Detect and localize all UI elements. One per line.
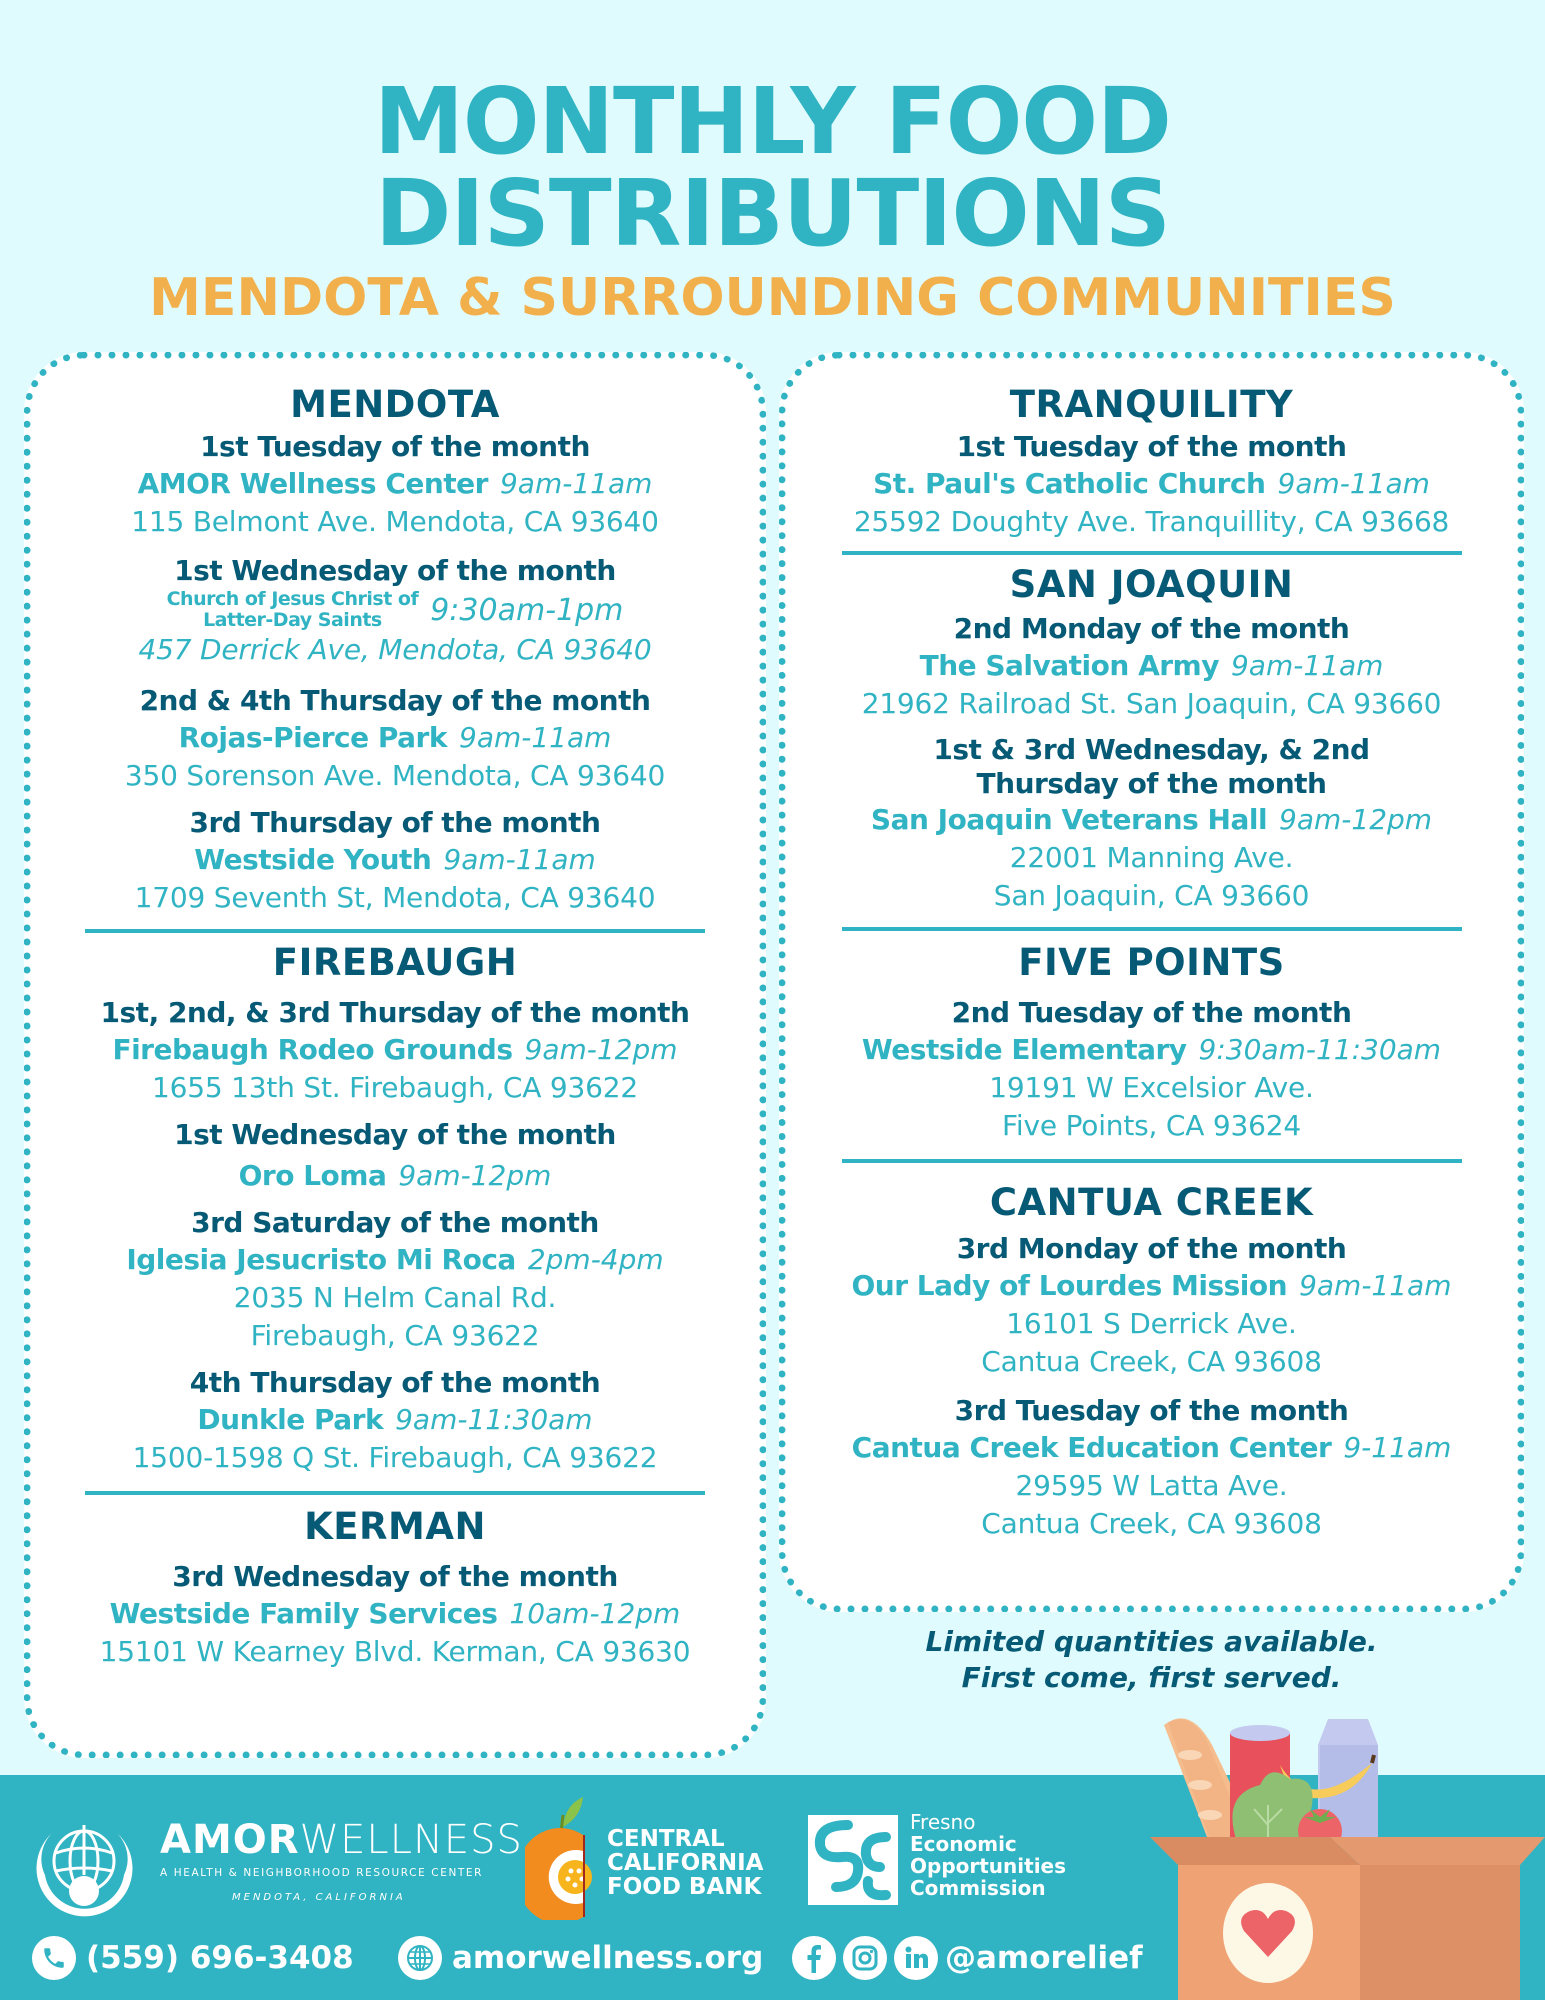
- right-schedule-card: [779, 352, 1524, 1612]
- schedule-when: 2nd Monday of the month: [953, 612, 1350, 645]
- schedule-entry: [31, 1559, 759, 1671]
- food-bank-line: CALIFORNIA: [607, 1850, 764, 1876]
- schedule-address: 457 Derrick Ave, Mendota, CA 93640: [138, 633, 652, 666]
- schedule-time: 9am-11am: [499, 467, 653, 500]
- schedule-when: 2nd Tuesday of the month: [951, 996, 1352, 1029]
- schedule-when: 3rd Thursday of the month: [189, 806, 601, 839]
- schedule-address: 21962 Railroad St. San Joaquin, CA 93660: [861, 687, 1442, 720]
- schedule-address: 1500-1598 Q St. Firebaugh, CA 93622: [132, 1441, 658, 1474]
- schedule-address: 22001 Manning Ave.: [1009, 841, 1294, 874]
- schedule-address: 2035 N Helm Canal Rd.: [233, 1281, 557, 1314]
- schedule-address: Cantua Creek, CA 93608: [981, 1507, 1322, 1540]
- schedule-time: 9am-11am: [1277, 467, 1430, 500]
- schedule-time: 9am-11:30am: [395, 1403, 593, 1436]
- schedule-when: 3rd Monday of the month: [956, 1232, 1347, 1265]
- linkedin-icon[interactable]: [894, 1936, 938, 1980]
- city-heading-cantua-creek: CANTUA CREEK: [989, 1181, 1314, 1224]
- schedule-place: Westside Youth: [194, 843, 432, 876]
- schedule-when: Thursday of the month: [976, 767, 1327, 800]
- schedule-place: Oro Loma: [238, 1159, 387, 1192]
- schedule-place: San Joaquin Veterans Hall: [870, 803, 1268, 836]
- phone-icon: [32, 1936, 76, 1980]
- schedule-address: 115 Belmont Ave. Mendota, CA 93640: [131, 505, 659, 538]
- schedule-place: The Salvation Army: [919, 649, 1219, 682]
- note-line: Limited quantities available.: [925, 1625, 1378, 1658]
- schedule-time: 9am-11am: [459, 721, 612, 754]
- schedule-address: Cantua Creek, CA 93608: [981, 1345, 1322, 1378]
- schedule-entry: [31, 683, 759, 795]
- schedule-when: 1st Tuesday of the month: [200, 430, 590, 463]
- food-bank-line: CENTRAL: [607, 1826, 725, 1852]
- schedule-entry: [31, 1205, 759, 1355]
- page-title-line1: MONTHLY FOOD: [374, 68, 1171, 175]
- schedule-place: Our Lady of Lourdes Mission: [851, 1269, 1288, 1302]
- page-title-line2: DISTRIBUTIONS: [375, 160, 1170, 267]
- eoc-line: Fresno: [910, 1810, 976, 1834]
- city-heading-firebaugh: FIREBAUGH: [272, 941, 518, 984]
- schedule-address: 25592 Doughty Ave. Tranquillity, CA 93668: [853, 505, 1450, 538]
- city-heading-tranquility: TRANQUILITY: [1009, 383, 1294, 426]
- schedule-place: AMOR Wellness Center: [137, 467, 488, 500]
- schedule-time: 9am-11am: [1230, 649, 1384, 682]
- schedule-entry: [31, 429, 759, 541]
- schedule-time: 10am-12pm: [509, 1597, 681, 1630]
- schedule-entry: [786, 1393, 1517, 1543]
- schedule-time: 9:30am-11:30am: [1198, 1033, 1442, 1066]
- facebook-icon[interactable]: [792, 1936, 836, 1980]
- website-contact[interactable]: [398, 1935, 763, 1981]
- schedule-when: 3rd Saturday of the month: [191, 1206, 599, 1239]
- city-heading-five-points: FIVE POINTS: [1018, 941, 1285, 984]
- website-url: amorwellness.org: [452, 1940, 764, 1976]
- schedule-address: 15101 W Kearney Blvd. Kerman, CA 93630: [99, 1635, 691, 1668]
- note-line: First come, first served.: [961, 1661, 1342, 1694]
- schedule-time: 9am-12pm: [1279, 803, 1433, 836]
- schedule-address: 29595 W Latta Ave.: [1015, 1469, 1288, 1502]
- schedule-place: Cantua Creek Education Center: [851, 1431, 1332, 1464]
- schedule-entry: [786, 995, 1517, 1145]
- section-divider: [842, 1159, 1462, 1163]
- page-subtitle: MENDOTA & SURROUNDING COMMUNITIES: [149, 268, 1396, 328]
- amor-wellness-name: [160, 1819, 523, 1861]
- eoc-line: Opportunities: [910, 1854, 1067, 1878]
- city-heading-kerman: KERMAN: [304, 1505, 486, 1548]
- schedule-when: 1st Wednesday of the month: [174, 554, 616, 587]
- schedule-address: 1709 Seventh St, Mendota, CA 93640: [134, 881, 656, 914]
- schedule-place: Westside Family Services: [109, 1597, 498, 1630]
- amor-tagline: A HEALTH & NEIGHBORHOOD RESOURCE CENTER: [160, 1867, 484, 1879]
- schedule-address: Five Points, CA 93624: [1002, 1109, 1301, 1142]
- globe-icon: [398, 1936, 442, 1980]
- amor-name-bold: AMOR: [160, 1817, 300, 1863]
- social-handle[interactable]: @amorelief: [945, 1940, 1143, 1976]
- schedule-when: 2nd & 4th Thursday of the month: [139, 684, 651, 717]
- schedule-time: 9am-12pm: [524, 1033, 678, 1066]
- eoc-line: Economic: [910, 1832, 1017, 1856]
- schedule-entry: [786, 611, 1517, 723]
- city-heading-san-joaquin: SAN JOAQUIN: [1009, 563, 1294, 606]
- schedule-entry: [786, 733, 1517, 915]
- social-contact: [792, 1935, 1143, 1981]
- schedule-entry: [31, 1365, 759, 1477]
- schedule-when: 4th Thursday of the month: [189, 1366, 601, 1399]
- schedule-time: 2pm-4pm: [527, 1243, 664, 1276]
- schedule-address: 19191 W Excelsior Ave.: [989, 1071, 1314, 1104]
- schedule-address: San Joaquin, CA 93660: [993, 879, 1310, 912]
- eoc-name: [910, 1811, 1066, 1899]
- schedule-when: 1st, 2nd, & 3rd Thursday of the month: [100, 996, 690, 1029]
- schedule-time: 9am-11am: [443, 843, 596, 876]
- schedule-place-line: Church of Jesus Christ of: [166, 588, 419, 610]
- schedule-place: Firebaugh Rodeo Grounds: [112, 1033, 513, 1066]
- schedule-time: 9am-11am: [1299, 1269, 1452, 1302]
- city-heading-mendota: MENDOTA: [290, 383, 500, 426]
- schedule-place: Rojas-Pierce Park: [178, 721, 447, 754]
- schedule-place: Dunkle Park: [197, 1403, 384, 1436]
- schedule-time: 9-11am: [1343, 1431, 1452, 1464]
- schedule-entry: [31, 1117, 759, 1195]
- food-bank-line: FOOD BANK: [607, 1874, 762, 1900]
- eoc-line: Commission: [910, 1876, 1046, 1900]
- schedule-place-line: Latter-Day Saints: [203, 609, 382, 631]
- food-bank-name: [607, 1827, 763, 1899]
- schedule-when: 1st Tuesday of the month: [956, 430, 1347, 463]
- grocery-box-illustration-icon: [1150, 1705, 1545, 2000]
- schedule-entry: [31, 995, 759, 1107]
- instagram-icon[interactable]: [843, 1936, 887, 1980]
- schedule-place: Westside Elementary: [861, 1033, 1187, 1066]
- schedule-place: Iglesia Jesucristo Mi Roca: [126, 1243, 516, 1276]
- eoc-logo-icon: [808, 1815, 898, 1905]
- amor-wellness-logo-icon: [32, 1815, 137, 1920]
- schedule-time: 9:30am-1pm: [430, 592, 624, 628]
- availability-note: [779, 1624, 1524, 1696]
- schedule-address: 1655 13th St. Firebaugh, CA 93622: [151, 1071, 638, 1104]
- schedule-place: [167, 589, 419, 631]
- schedule-address: Firebaugh, CA 93622: [250, 1319, 540, 1352]
- schedule-address: 350 Sorenson Ave. Mendota, CA 93640: [124, 759, 666, 792]
- schedule-entry: [31, 553, 759, 669]
- schedule-when: 3rd Wednesday of the month: [172, 1560, 618, 1593]
- food-bank-orange-logo-icon: [525, 1785, 595, 1920]
- section-divider: [842, 927, 1462, 931]
- section-divider: [842, 551, 1462, 555]
- schedule-time: 9am-12pm: [398, 1159, 552, 1192]
- schedule-place: St. Paul's Catholic Church: [873, 467, 1266, 500]
- schedule-entry: [786, 429, 1517, 541]
- schedule-address: 16101 S Derrick Ave.: [1006, 1307, 1297, 1340]
- section-divider: [85, 929, 705, 933]
- schedule-when: 1st Wednesday of the month: [174, 1118, 616, 1151]
- schedule-entry: [31, 805, 759, 917]
- schedule-when: 1st & 3rd Wednesday, & 2nd: [933, 733, 1370, 766]
- phone-contact[interactable]: [32, 1935, 354, 1981]
- section-divider: [85, 1491, 705, 1495]
- amor-location: MENDOTA, CALIFORNIA: [232, 1892, 406, 1903]
- schedule-when: 3rd Tuesday of the month: [954, 1394, 1349, 1427]
- amor-name-light: WELLNESS: [299, 1817, 523, 1863]
- left-schedule-card: [24, 352, 766, 1758]
- phone-number: (559) 696-3408: [86, 1940, 354, 1976]
- schedule-entry: [786, 1231, 1517, 1381]
